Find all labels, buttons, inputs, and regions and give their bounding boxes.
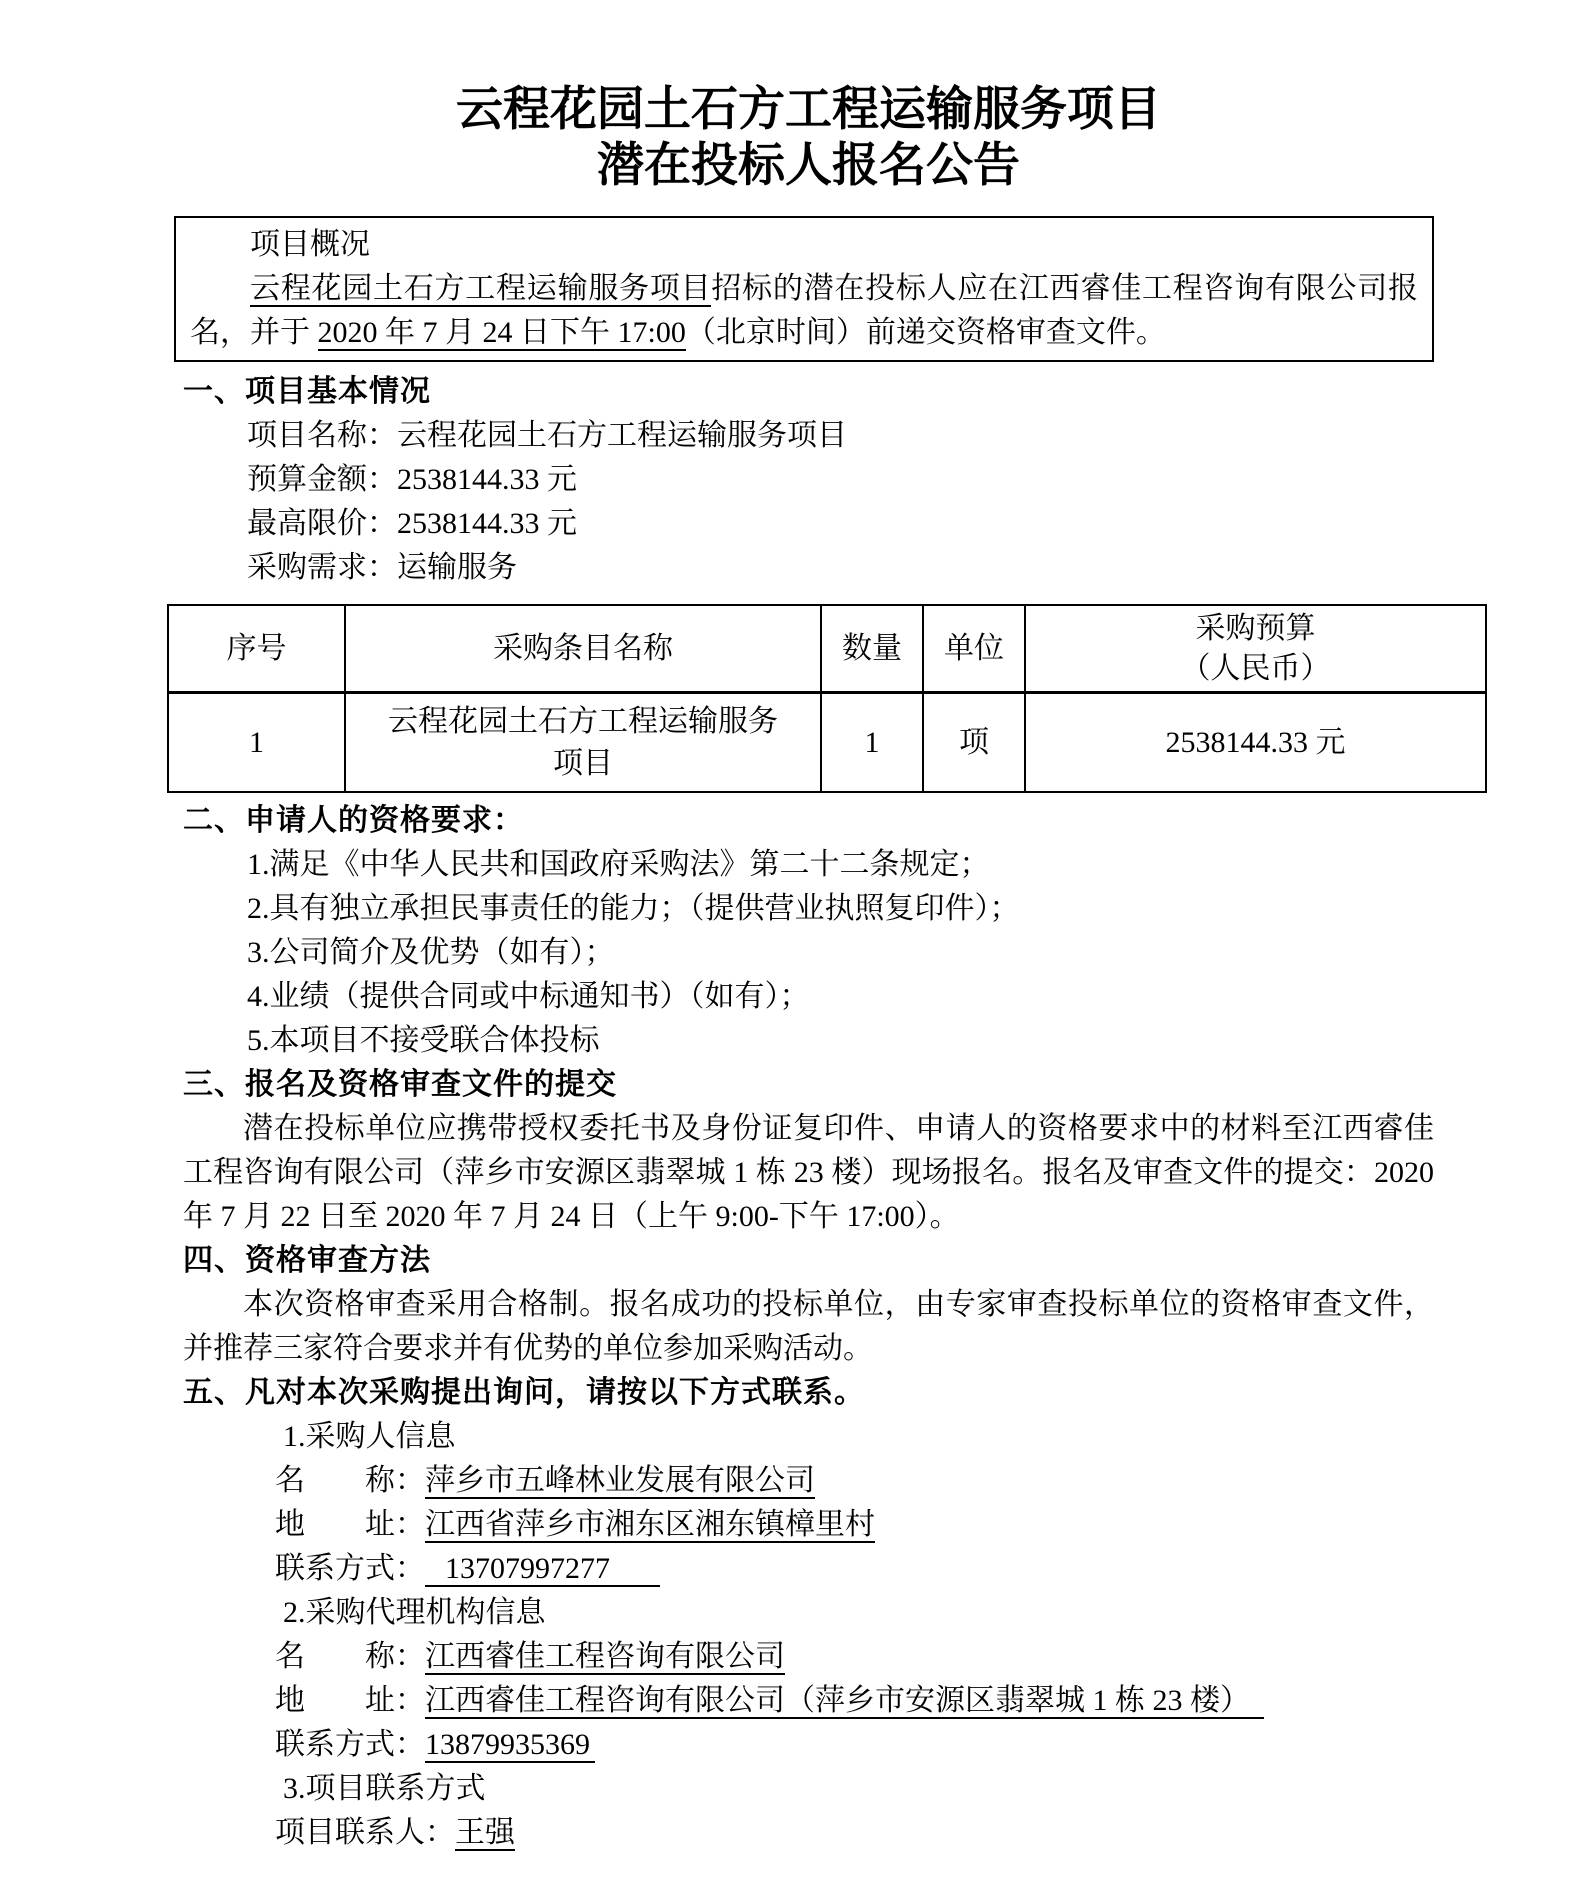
section5-heading: 五、凡对本次采购提出询问，请按以下方式联系。 [183, 1376, 865, 1409]
purchaser-address-label: 地 址： [275, 1508, 425, 1541]
purchaser-name-line [183, 1459, 1434, 1503]
header-budget [1025, 605, 1486, 693]
overview-deadline-underlined: 2020 年 7 月 24 日下午 17:00 [317, 316, 686, 349]
project-name-line: 项目名称：云程花园土石方工程运输服务项目 [247, 419, 847, 452]
table-header-row [168, 605, 1486, 693]
section2-heading: 二、申请人的资格要求： [183, 804, 524, 837]
section4-heading: 四、资格审查方法 [183, 1244, 431, 1277]
purchaser-info-title: 1.采购人信息 [283, 1420, 456, 1453]
agency-name-line [183, 1635, 1434, 1679]
project-contact-title: 3.项目联系方式 [283, 1772, 486, 1805]
header-item-name: 采购条目名称 [345, 605, 821, 693]
cell-serial-no: 1 [168, 693, 345, 793]
qualification-item-5: 5.本项目不接受联合体投标 [247, 1024, 600, 1057]
header-budget-line-2: （人民币） [1180, 651, 1331, 685]
header-budget-line-1: 采购预算 [1195, 611, 1316, 645]
qualification-item-4: 4.业绩（提供合同或中标通知书）（如有）； [247, 980, 810, 1013]
document-title [183, 82, 1434, 194]
purchaser-name-value: 萍乡市五峰林业发展有限公司 [425, 1464, 815, 1497]
qualification-item-2: 2.具有独立承担民事责任的能力；（提供营业执照复印件）； [247, 892, 1020, 925]
cell-unit: 项 [923, 693, 1025, 793]
project-contact-value: 王强 [455, 1816, 515, 1849]
project-contact-label: 项目联系人： [275, 1816, 455, 1849]
agency-address-label: 地 址： [275, 1684, 425, 1717]
project-overview-box [174, 216, 1434, 362]
qualification-item-3: 3.公司简介及优势（如有）； [247, 936, 615, 969]
section1-heading: 一、项目基本情况 [183, 375, 431, 408]
purchaser-name-label: 名 称： [275, 1464, 425, 1497]
section3-heading: 三、报名及资格审查文件的提交 [183, 1068, 617, 1101]
agency-contact-line [183, 1723, 1434, 1767]
agency-info-title: 2.采购代理机构信息 [283, 1596, 546, 1629]
header-serial-no: 序号 [168, 605, 345, 693]
budget-amount-line: 预算金额：2538144.33 元 [247, 463, 577, 496]
table-row [168, 693, 1486, 793]
header-unit: 单位 [923, 605, 1025, 693]
purchaser-contact-line [183, 1547, 1434, 1591]
agency-address-value: 江西睿佳工程咨询有限公司（萍乡市安源区翡翠城 1 栋 23 楼） [425, 1684, 1264, 1719]
overview-project-name-underlined: 云程花园土石方工程运输服务项目 [250, 272, 712, 305]
agency-address-line [183, 1679, 1434, 1723]
cell-quantity: 1 [821, 693, 923, 793]
cell-budget: 2538144.33 元 [1025, 693, 1486, 793]
agency-contact-value: 13879935369 [425, 1728, 595, 1763]
cell-item-name: 云程花园土石方工程运输服务项目 [345, 693, 821, 793]
max-price-line: 最高限价：2538144.33 元 [247, 507, 577, 540]
overview-label: 项目概况 [250, 228, 370, 261]
agency-contact-label: 联系方式： [275, 1728, 425, 1761]
section3-paragraph: 潜在投标单位应携带授权委托书及身份证复印件、申请人的资格要求中的材料至江西睿佳工程咨询有限公司（萍乡市安源区翡翠城 1 栋 23 楼）现场报名。报名及审查文件的提交：2020 年 7 月 22 日至 2020 年 7 月 24 日（上午 9:00-下午 17:00）。 [183, 1112, 1434, 1233]
agency-name-label: 名 称： [275, 1640, 425, 1673]
overview-paragraph [190, 267, 1418, 355]
section4-paragraph: 本次资格审查采用合格制。报名成功的投标单位，由专家审查投标单位的资格审查文件，并推荐三家符合要求并有优势的单位参加采购活动。 [183, 1288, 1434, 1365]
procurement-items-table [167, 604, 1487, 793]
header-quantity: 数量 [821, 605, 923, 693]
overview-text-tail: （北京时间）前递交资格审查文件。 [685, 316, 1166, 349]
procurement-demand-line: 采购需求：运输服务 [247, 551, 517, 584]
qualification-item-1: 1.满足《中华人民共和国政府采购法》第二十二条规定； [247, 848, 990, 881]
purchaser-contact-value: 13707997277 [425, 1552, 660, 1587]
project-contact-line [183, 1811, 1434, 1855]
agency-name-value: 江西睿佳工程咨询有限公司 [425, 1640, 785, 1673]
purchaser-contact-label: 联系方式： [275, 1552, 425, 1585]
document-title-line-1: 云程花园土石方工程运输服务项目 [456, 84, 1161, 136]
purchaser-address-line [183, 1503, 1434, 1547]
overview-text: 招标的潜在投标人应在江西睿佳工程咨询有限公司报名，并于 [190, 272, 1419, 349]
purchaser-address-value: 江西省萍乡市湘东区湘东镇樟里村 [425, 1508, 875, 1541]
document-title-line-2: 潜在投标人报名公告 [597, 140, 1020, 192]
